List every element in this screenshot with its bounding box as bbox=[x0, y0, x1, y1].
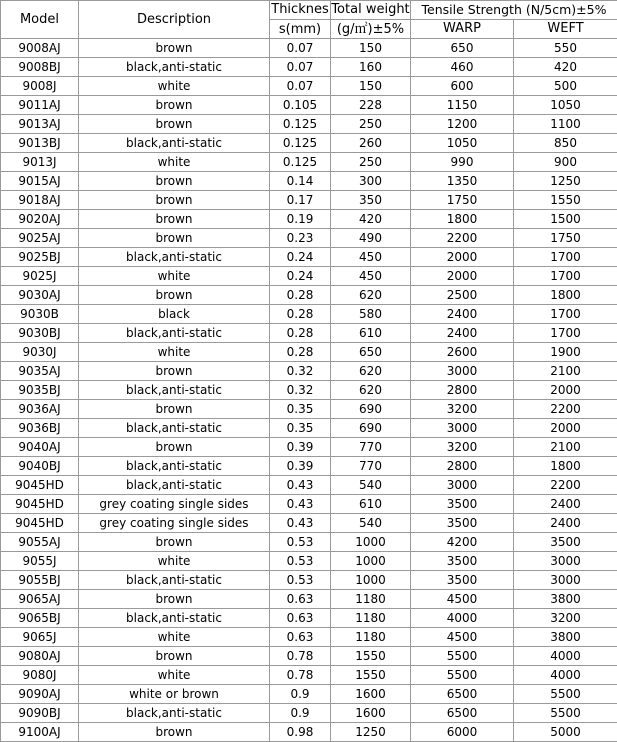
model-cell: 9008J bbox=[1, 77, 79, 96]
table-row bbox=[1, 533, 617, 552]
table-row bbox=[1, 77, 617, 96]
table-row bbox=[1, 39, 617, 58]
model-cell: 9035BJ bbox=[1, 381, 79, 400]
thickness-cell: 0.24 bbox=[270, 267, 331, 286]
description-cell: white bbox=[79, 267, 270, 286]
model-cell: 9080J bbox=[1, 666, 79, 685]
table-row bbox=[1, 514, 617, 533]
weft-cell: 2000 bbox=[514, 381, 617, 400]
description-cell: brown bbox=[79, 115, 270, 134]
table-row bbox=[1, 153, 617, 172]
description-cell: brown bbox=[79, 286, 270, 305]
table-row bbox=[1, 134, 617, 153]
weight-cell: 650 bbox=[331, 343, 411, 362]
weight-cell: 420 bbox=[331, 210, 411, 229]
model-cell: 9055AJ bbox=[1, 533, 79, 552]
warp-cell: 1050 bbox=[411, 134, 514, 153]
weight-cell: 450 bbox=[331, 267, 411, 286]
thickness-cell: 0.43 bbox=[270, 476, 331, 495]
weft-cell: 4000 bbox=[514, 666, 617, 685]
description-cell: brown bbox=[79, 39, 270, 58]
table-row bbox=[1, 609, 617, 628]
description-cell: black,anti-static bbox=[79, 324, 270, 343]
thickness-cell: 0.07 bbox=[270, 58, 331, 77]
thickness-cell: 0.28 bbox=[270, 324, 331, 343]
weft-cell: 2200 bbox=[514, 476, 617, 495]
weight-cell: 300 bbox=[331, 172, 411, 191]
thickness-cell: 0.53 bbox=[270, 571, 331, 590]
table-row bbox=[1, 172, 617, 191]
weft-cell: 2100 bbox=[514, 438, 617, 457]
warp-cell: 3500 bbox=[411, 514, 514, 533]
description-cell: black,anti-static bbox=[79, 457, 270, 476]
weight-cell: 160 bbox=[331, 58, 411, 77]
weft-cell: 3800 bbox=[514, 590, 617, 609]
table-row bbox=[1, 723, 617, 742]
warp-cell: 650 bbox=[411, 39, 514, 58]
weight-cell: 620 bbox=[331, 381, 411, 400]
weight-header-line1: Total weight bbox=[331, 1, 411, 20]
weft-cell: 3200 bbox=[514, 609, 617, 628]
table-row bbox=[1, 590, 617, 609]
table-row bbox=[1, 552, 617, 571]
table-header bbox=[1, 1, 617, 39]
thickness-cell: 0.17 bbox=[270, 191, 331, 210]
thickness-cell: 0.63 bbox=[270, 628, 331, 647]
weft-cell: 1800 bbox=[514, 286, 617, 305]
description-cell: black,anti-static bbox=[79, 134, 270, 153]
description-cell: black,anti-static bbox=[79, 248, 270, 267]
description-cell: black,anti-static bbox=[79, 58, 270, 77]
weight-cell: 260 bbox=[331, 134, 411, 153]
weft-cell: 2200 bbox=[514, 400, 617, 419]
warp-cell: 3000 bbox=[411, 362, 514, 381]
header-row-top bbox=[1, 1, 617, 20]
model-cell: 9080AJ bbox=[1, 647, 79, 666]
warp-cell: 3000 bbox=[411, 419, 514, 438]
weft-cell: 500 bbox=[514, 77, 617, 96]
thickness-cell: 0.53 bbox=[270, 552, 331, 571]
table-row bbox=[1, 210, 617, 229]
weft-cell: 850 bbox=[514, 134, 617, 153]
warp-cell: 3500 bbox=[411, 571, 514, 590]
weft-cell: 1800 bbox=[514, 457, 617, 476]
warp-cell: 2000 bbox=[411, 267, 514, 286]
table-row bbox=[1, 400, 617, 419]
weft-cell: 4000 bbox=[514, 647, 617, 666]
weight-cell: 690 bbox=[331, 400, 411, 419]
weft-header: WEFT bbox=[514, 20, 617, 39]
description-cell: brown bbox=[79, 210, 270, 229]
weft-cell: 1700 bbox=[514, 324, 617, 343]
table-row bbox=[1, 248, 617, 267]
warp-cell: 460 bbox=[411, 58, 514, 77]
table-row bbox=[1, 286, 617, 305]
model-cell: 9025AJ bbox=[1, 229, 79, 248]
model-cell: 9013AJ bbox=[1, 115, 79, 134]
warp-cell: 6000 bbox=[411, 723, 514, 742]
thickness-header-line2: s(mm) bbox=[270, 20, 331, 39]
model-cell: 9036BJ bbox=[1, 419, 79, 438]
table-row bbox=[1, 191, 617, 210]
weft-cell: 1250 bbox=[514, 172, 617, 191]
weight-cell: 150 bbox=[331, 77, 411, 96]
warp-cell: 1350 bbox=[411, 172, 514, 191]
description-cell: white bbox=[79, 77, 270, 96]
description-cell: black,anti-static bbox=[79, 419, 270, 438]
model-cell: 9030BJ bbox=[1, 324, 79, 343]
table-body bbox=[1, 39, 617, 742]
description-cell: white bbox=[79, 628, 270, 647]
thickness-cell: 0.63 bbox=[270, 609, 331, 628]
thickness-cell: 0.28 bbox=[270, 305, 331, 324]
warp-cell: 6500 bbox=[411, 685, 514, 704]
table-row bbox=[1, 438, 617, 457]
table-row bbox=[1, 305, 617, 324]
model-cell: 9040AJ bbox=[1, 438, 79, 457]
weight-cell: 580 bbox=[331, 305, 411, 324]
description-header: Description bbox=[79, 1, 270, 39]
weft-cell: 5000 bbox=[514, 723, 617, 742]
weft-cell: 900 bbox=[514, 153, 617, 172]
thickness-cell: 0.43 bbox=[270, 514, 331, 533]
weft-cell: 2400 bbox=[514, 514, 617, 533]
model-cell: 9008BJ bbox=[1, 58, 79, 77]
model-header: Model bbox=[1, 1, 79, 39]
weft-cell: 1050 bbox=[514, 96, 617, 115]
table-row bbox=[1, 381, 617, 400]
model-cell: 9045HD bbox=[1, 514, 79, 533]
description-cell: white bbox=[79, 666, 270, 685]
model-cell: 9100AJ bbox=[1, 723, 79, 742]
thickness-cell: 0.125 bbox=[270, 115, 331, 134]
table-row bbox=[1, 647, 617, 666]
model-cell: 9025J bbox=[1, 267, 79, 286]
tensile-strength-header: Tensile Strength (N/5cm)±5% bbox=[411, 1, 617, 20]
weft-cell: 3000 bbox=[514, 571, 617, 590]
thickness-cell: 0.125 bbox=[270, 153, 331, 172]
warp-cell: 2400 bbox=[411, 324, 514, 343]
description-cell: brown bbox=[79, 172, 270, 191]
model-cell: 9065J bbox=[1, 628, 79, 647]
weight-cell: 1000 bbox=[331, 571, 411, 590]
weight-cell: 1600 bbox=[331, 685, 411, 704]
description-cell: white bbox=[79, 343, 270, 362]
table-row bbox=[1, 362, 617, 381]
model-cell: 9065BJ bbox=[1, 609, 79, 628]
weft-cell: 2100 bbox=[514, 362, 617, 381]
table-row bbox=[1, 324, 617, 343]
weight-cell: 250 bbox=[331, 153, 411, 172]
weft-cell: 1550 bbox=[514, 191, 617, 210]
warp-cell: 6500 bbox=[411, 704, 514, 723]
thickness-cell: 0.9 bbox=[270, 685, 331, 704]
model-cell: 9065AJ bbox=[1, 590, 79, 609]
description-cell: brown bbox=[79, 229, 270, 248]
warp-cell: 2600 bbox=[411, 343, 514, 362]
thickness-cell: 0.14 bbox=[270, 172, 331, 191]
weight-header-line2: (g/㎡)±5% bbox=[331, 20, 411, 39]
table-row bbox=[1, 571, 617, 590]
model-cell: 9030AJ bbox=[1, 286, 79, 305]
model-cell: 9045HD bbox=[1, 476, 79, 495]
weight-cell: 690 bbox=[331, 419, 411, 438]
model-cell: 9030B bbox=[1, 305, 79, 324]
weft-cell: 420 bbox=[514, 58, 617, 77]
weft-cell: 5500 bbox=[514, 685, 617, 704]
description-cell: black,anti-static bbox=[79, 609, 270, 628]
weight-cell: 1550 bbox=[331, 666, 411, 685]
weft-cell: 1750 bbox=[514, 229, 617, 248]
model-cell: 9020AJ bbox=[1, 210, 79, 229]
thickness-cell: 0.35 bbox=[270, 400, 331, 419]
weight-cell: 490 bbox=[331, 229, 411, 248]
warp-header: WARP bbox=[411, 20, 514, 39]
model-cell: 9045HD bbox=[1, 495, 79, 514]
model-cell: 9040BJ bbox=[1, 457, 79, 476]
thickness-cell: 0.78 bbox=[270, 666, 331, 685]
table-row bbox=[1, 96, 617, 115]
weft-cell: 2000 bbox=[514, 419, 617, 438]
model-cell: 9090BJ bbox=[1, 704, 79, 723]
thickness-cell: 0.105 bbox=[270, 96, 331, 115]
warp-cell: 2500 bbox=[411, 286, 514, 305]
weight-cell: 770 bbox=[331, 457, 411, 476]
description-cell: black,anti-static bbox=[79, 704, 270, 723]
thickness-cell: 0.24 bbox=[270, 248, 331, 267]
weight-cell: 1550 bbox=[331, 647, 411, 666]
warp-cell: 2400 bbox=[411, 305, 514, 324]
description-cell: brown bbox=[79, 723, 270, 742]
weight-cell: 770 bbox=[331, 438, 411, 457]
warp-cell: 990 bbox=[411, 153, 514, 172]
table-row bbox=[1, 495, 617, 514]
warp-cell: 3200 bbox=[411, 400, 514, 419]
warp-cell: 600 bbox=[411, 77, 514, 96]
description-cell: black bbox=[79, 305, 270, 324]
table-row bbox=[1, 419, 617, 438]
description-cell: grey coating single sides bbox=[79, 514, 270, 533]
table-row bbox=[1, 229, 617, 248]
weight-cell: 620 bbox=[331, 362, 411, 381]
model-cell: 9018AJ bbox=[1, 191, 79, 210]
model-cell: 9090AJ bbox=[1, 685, 79, 704]
model-cell: 9015AJ bbox=[1, 172, 79, 191]
weight-cell: 1180 bbox=[331, 590, 411, 609]
model-cell: 9008AJ bbox=[1, 39, 79, 58]
thickness-cell: 0.28 bbox=[270, 343, 331, 362]
weft-cell: 1100 bbox=[514, 115, 617, 134]
description-cell: brown bbox=[79, 96, 270, 115]
model-cell: 9055BJ bbox=[1, 571, 79, 590]
thickness-cell: 0.23 bbox=[270, 229, 331, 248]
thickness-cell: 0.78 bbox=[270, 647, 331, 666]
warp-cell: 3500 bbox=[411, 552, 514, 571]
warp-cell: 2800 bbox=[411, 457, 514, 476]
weight-cell: 250 bbox=[331, 115, 411, 134]
warp-cell: 3500 bbox=[411, 495, 514, 514]
warp-cell: 4500 bbox=[411, 590, 514, 609]
thickness-header-line1: Thicknes bbox=[270, 1, 331, 20]
thickness-cell: 0.39 bbox=[270, 438, 331, 457]
table-row bbox=[1, 267, 617, 286]
thickness-cell: 0.39 bbox=[270, 457, 331, 476]
weight-cell: 1180 bbox=[331, 628, 411, 647]
weight-cell: 1180 bbox=[331, 609, 411, 628]
thickness-cell: 0.19 bbox=[270, 210, 331, 229]
thickness-cell: 0.53 bbox=[270, 533, 331, 552]
weight-cell: 1000 bbox=[331, 533, 411, 552]
thickness-cell: 0.98 bbox=[270, 723, 331, 742]
thickness-cell: 0.07 bbox=[270, 39, 331, 58]
weft-cell: 5500 bbox=[514, 704, 617, 723]
description-cell: brown bbox=[79, 400, 270, 419]
weft-cell: 2400 bbox=[514, 495, 617, 514]
description-cell: black,anti-static bbox=[79, 381, 270, 400]
table-row bbox=[1, 704, 617, 723]
weight-cell: 1000 bbox=[331, 552, 411, 571]
thickness-cell: 0.32 bbox=[270, 362, 331, 381]
thickness-cell: 0.28 bbox=[270, 286, 331, 305]
weight-cell: 620 bbox=[331, 286, 411, 305]
thickness-cell: 0.32 bbox=[270, 381, 331, 400]
description-cell: black,anti-static bbox=[79, 571, 270, 590]
warp-cell: 1750 bbox=[411, 191, 514, 210]
model-cell: 9036AJ bbox=[1, 400, 79, 419]
weft-cell: 550 bbox=[514, 39, 617, 58]
thickness-cell: 0.35 bbox=[270, 419, 331, 438]
description-cell: grey coating single sides bbox=[79, 495, 270, 514]
weight-cell: 540 bbox=[331, 476, 411, 495]
description-cell: brown bbox=[79, 191, 270, 210]
thickness-cell: 0.07 bbox=[270, 77, 331, 96]
weft-cell: 3000 bbox=[514, 552, 617, 571]
weft-cell: 1700 bbox=[514, 248, 617, 267]
model-cell: 9035AJ bbox=[1, 362, 79, 381]
warp-cell: 3200 bbox=[411, 438, 514, 457]
thickness-cell: 0.43 bbox=[270, 495, 331, 514]
table-row bbox=[1, 685, 617, 704]
description-cell: brown bbox=[79, 647, 270, 666]
weight-cell: 150 bbox=[331, 39, 411, 58]
warp-cell: 1150 bbox=[411, 96, 514, 115]
model-cell: 9013J bbox=[1, 153, 79, 172]
weight-cell: 1250 bbox=[331, 723, 411, 742]
weight-cell: 1600 bbox=[331, 704, 411, 723]
model-cell: 9013BJ bbox=[1, 134, 79, 153]
weight-cell: 610 bbox=[331, 324, 411, 343]
thickness-cell: 0.9 bbox=[270, 704, 331, 723]
warp-cell: 2000 bbox=[411, 248, 514, 267]
weft-cell: 1700 bbox=[514, 267, 617, 286]
warp-cell: 5500 bbox=[411, 666, 514, 685]
description-cell: brown bbox=[79, 590, 270, 609]
warp-cell: 3000 bbox=[411, 476, 514, 495]
description-cell: black,anti-static bbox=[79, 476, 270, 495]
weight-cell: 228 bbox=[331, 96, 411, 115]
description-cell: white bbox=[79, 153, 270, 172]
thickness-cell: 0.63 bbox=[270, 590, 331, 609]
table-row bbox=[1, 457, 617, 476]
warp-cell: 4500 bbox=[411, 628, 514, 647]
description-cell: brown bbox=[79, 533, 270, 552]
weft-cell: 3500 bbox=[514, 533, 617, 552]
weight-cell: 450 bbox=[331, 248, 411, 267]
weft-cell: 3800 bbox=[514, 628, 617, 647]
table-row bbox=[1, 115, 617, 134]
description-cell: white bbox=[79, 552, 270, 571]
warp-cell: 2800 bbox=[411, 381, 514, 400]
table-row bbox=[1, 628, 617, 647]
thickness-cell: 0.125 bbox=[270, 134, 331, 153]
weft-cell: 1900 bbox=[514, 343, 617, 362]
model-cell: 9011AJ bbox=[1, 96, 79, 115]
table-row bbox=[1, 666, 617, 685]
description-cell: brown bbox=[79, 438, 270, 457]
model-cell: 9030J bbox=[1, 343, 79, 362]
table-row bbox=[1, 58, 617, 77]
warp-cell: 2200 bbox=[411, 229, 514, 248]
weft-cell: 1700 bbox=[514, 305, 617, 324]
warp-cell: 1200 bbox=[411, 115, 514, 134]
table-row bbox=[1, 476, 617, 495]
weight-cell: 540 bbox=[331, 514, 411, 533]
warp-cell: 1800 bbox=[411, 210, 514, 229]
description-cell: brown bbox=[79, 362, 270, 381]
weight-cell: 350 bbox=[331, 191, 411, 210]
warp-cell: 4000 bbox=[411, 609, 514, 628]
warp-cell: 4200 bbox=[411, 533, 514, 552]
warp-cell: 5500 bbox=[411, 647, 514, 666]
model-cell: 9055J bbox=[1, 552, 79, 571]
model-cell: 9025BJ bbox=[1, 248, 79, 267]
table-row bbox=[1, 343, 617, 362]
weight-cell: 610 bbox=[331, 495, 411, 514]
weft-cell: 1500 bbox=[514, 210, 617, 229]
description-cell: white or brown bbox=[79, 685, 270, 704]
